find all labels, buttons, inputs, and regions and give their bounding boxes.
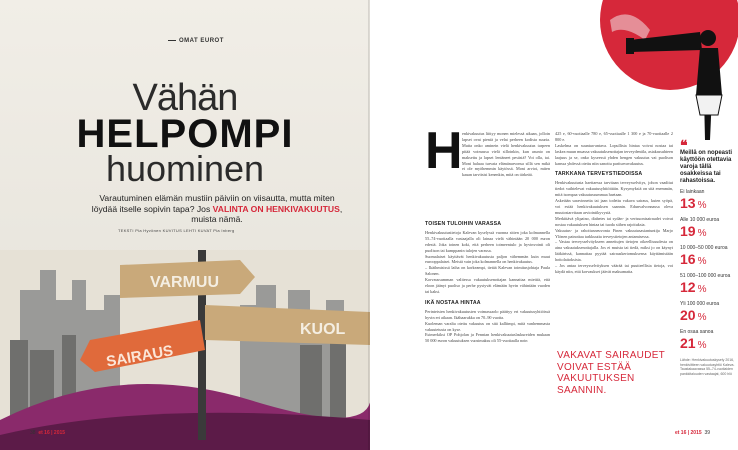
drop-cap: H [425,122,463,180]
sign-kuolema [205,305,370,345]
right-page-number: 39 [704,430,710,436]
stat-item [680,189,736,214]
sidebar-source: Lähde: Henkivakuutuskysely 2016, henkiviitteen vakuutusyhtiö Kaleva. Taustakaavassa 55–74-vuotiaiden pankkitalouden vastaajat, 600 hlö [680,358,735,376]
stat-item [680,329,736,354]
col1-p3: – Ikäihmisissä laiha on korkeampi, tietää Kalevan toimitusjohtaja Paula Salonen. [425,265,550,277]
stat-value-wrap [680,251,736,270]
stat-value-wrap [680,307,736,326]
sign-text-varmuus: VARMUU [150,274,220,291]
col2-p1: 425 e, 60-vuotiaalle 780 e, 65-vuotiaalle 1 300 e ja 70-vuotiaalle 2 800 e. [555,131,673,142]
stat-item [680,273,736,298]
woman-silhouette [700,30,716,46]
col2-p4: Asketään saravinnetta tai jaan todettu vakava sairaus, kuten syöpä, voi estää henkivakuutuksen saannin. Edunvalvonnassa oleva muutostarvitaan arviointikyvystä. [555,198,673,215]
lead-end: , muista nämä. [191,203,343,224]
stat-item [680,217,736,242]
stat-label: Alle 10 000 euroa [680,217,720,223]
stat-value-wrap [680,223,736,242]
stat-unit: % [697,256,707,267]
sign-text-kuolema: KUOL [300,321,346,338]
byline: TEKSTI Pia Hyvönen KUVITUS LEHTI KUVAT Pia Inberg [118,228,235,233]
col1-p1: Henkivakuutustietoja Kalevan kyselyssä vuonna sitten joka kolmannella 55–74-vuotiaalla vastaajalla oli lainaa vielä vähintään 20 000 euron edestä. Joka toinen koki, että perheen toimeentulo ja hyvinvointi oli puolison tai kumppanin tulojen varassa. [425,229,550,253]
pull-quote: VAKAVAT SAIRAUDET VOIVAT ESTÄÄ VAKUUTUKSEN SAANNIN. [557,350,665,396]
stat-label: 51 000–100 000 euroa [680,273,731,279]
col1-p7: Esimerkiksi OP Pohjolan ja Fennian henkivakuutuslaskureiden mukaan 50 000 euron vakuutuksen vuosimaksu oli 55-vuotiaalla noin [425,332,550,344]
stat-label: Ei lainkaan [680,189,705,195]
col1-heading-1: TOISEN TULOIHIN VARASSA [425,221,502,227]
col2-p8: – Jos antaa terveysselvityksen väärää tai puutteellisia tietoja, voi käydä niin, että korvaukset jäävät maksamatta. [555,263,673,274]
stat-unit: % [697,340,707,351]
stat-item [680,301,736,326]
title-line-1: Vähän [132,77,238,119]
title-line-3: huominen [105,148,265,189]
left-issue: et 16 | 2015 [38,430,66,436]
stats-sidebar [680,137,736,376]
col2-p2: Laskelma on suuntaa-antava. Lopullista hintaa voivat nostaa tai laskea muun muassa vakuutuksenottajan terveydentila, asiakassuhteen laajuus ja se, onko kyseessä yhden hengen vakuutus vai puolison kanssa yhdessä otettu niin sanottu pariturvavakuutus. [555,142,673,166]
telescope-illustration [550,0,738,145]
col1-p6: Kuoleman varalta otettu vakuutus on sitä kalliimpi, mitä vanhemmasta vakuutetusta on kyse. [425,320,550,332]
sidebar-intro: Meillä on nopeasti käyttöön otettavia varoja tällä osakkeissa tai rahastoissa. [680,150,733,184]
lead-highlight: VALINTA ON HENKIVAKUUTUS [212,203,340,214]
col2-p3: Henkivakuutusta haettaessa tarvitaan terveysselvitys, johon vaaditut tiedot vaihtelevat vakuutusyhtiöittäin. Kysymyksiä on sitä enemmän, mitä isompaa vakuutussummaa haetaan. [555,180,673,198]
column-1-intro [462,131,550,178]
stat-label: En osaa sanoa [680,329,714,335]
left-page-number: 38 [30,430,36,436]
col1-heading-2: IKÄ NOSTAA HINTAA [425,299,481,306]
col1-p5: Perinteisten henkivakuutusten voimassaolo päättyy eri vakuutusyhtiöissä hyvin eri aikaan. Ikähaarukka on 70–90 vuotta. [425,308,550,320]
stat-label: Yli 100 000 euroa [680,301,720,307]
col2-heading-1: TARKKANA TERVEYSTIEDOISSA [555,171,643,178]
stat-item [680,245,736,270]
stat-value-wrap [680,335,736,354]
col2-p6: Vakuutus- ja rahoitusneuvonta Finen vakuutusasiantuntija Marjo Ylönen painottaa tarkkuutta terveystietojen antamisessa. [555,227,673,239]
stat-unit: % [697,312,707,323]
title-line-2: HELPOMPI [76,112,294,156]
sign-varmuus [120,260,255,298]
stat-unit: % [697,284,707,295]
right-page [370,0,738,450]
column-1 [425,216,550,344]
stat-value: 13 [680,195,696,211]
col1-intro: enkivakuutus liittyy monen mielessä aikaan, jolloin lapset ovat pieniä ja velat perheen kodista suuria. Mutta onko aminein vielä henkivakuutus tarpeen pitää voimassa vielä silloinkin, kun asunto on maksettu ja lapset lentäneet pesästä? Voi olla, tai. Moni haluaa turvata elämänarvonsa sillä sen mikä ei ole myöhemmin käytössä. Moni arvioi, miten kauan tarvitsisi kenenkin, mitä on tärkeää. [462,131,550,178]
right-footer [675,430,710,436]
lead-text: Varautuminen elämän mustiin päiviin on viisautta, mutta miten löydää itselle sopivin tapa? Jos [91,193,335,214]
stat-unit: % [697,200,707,211]
col2-p5: Merkittävä ylipaino, diabetes tai sydän- ja verisuonisairaudet voivat nostaa vakuutuksen hintaa tai tuoda siihen rajoituksia. [555,215,673,227]
stat-unit: % [697,228,707,239]
stat-value: 21 [680,335,696,351]
section-label: OMAT EUROT [168,38,224,44]
stat-value: 12 [680,279,696,295]
signpost-illustration [0,250,370,450]
stat-value: 19 [680,223,696,239]
stat-value: 16 [680,251,696,267]
lead-paragraph [90,193,344,225]
quote-mark-icon: ❝ [680,137,688,153]
col2-p7: – Vastaa terveysselvitykseen annettujen tietojen oikeellisuudesta on aina vakuutuksenottajalla. Jos ei muista tai tiedä, miksi jo on käynyt lääkärissä, kannattaa pyytää sairauskertomuksensa käyttämistään hoitolaitoksista. [555,239,673,263]
stats-list [680,189,736,354]
stat-value-wrap [680,279,736,298]
col1-p4: Korvaussumman valitessa vakuutuksenottajan kannattaa miettiä, että eloon jäänyt puoliso ja perhe pystyvät elämään hyvin vähintään vuoden tai kaksi. [425,277,550,294]
stat-label: 10 000–50 000 euroa [680,245,728,251]
col1-p2: Suomalaiset käyttävät henkivakuutusta paljon vähemmän kuin muut eurooppalaiset. Meistä vain joka kolmannella on henkivakuutus. [425,253,550,265]
stat-value: 20 [680,307,696,323]
column-2 [555,131,673,275]
sign-text-sairaus: SAIRAUS [104,342,175,371]
left-footer [30,430,65,436]
stat-value-wrap [680,195,736,214]
right-issue: et 16 | 2015 [674,430,702,436]
